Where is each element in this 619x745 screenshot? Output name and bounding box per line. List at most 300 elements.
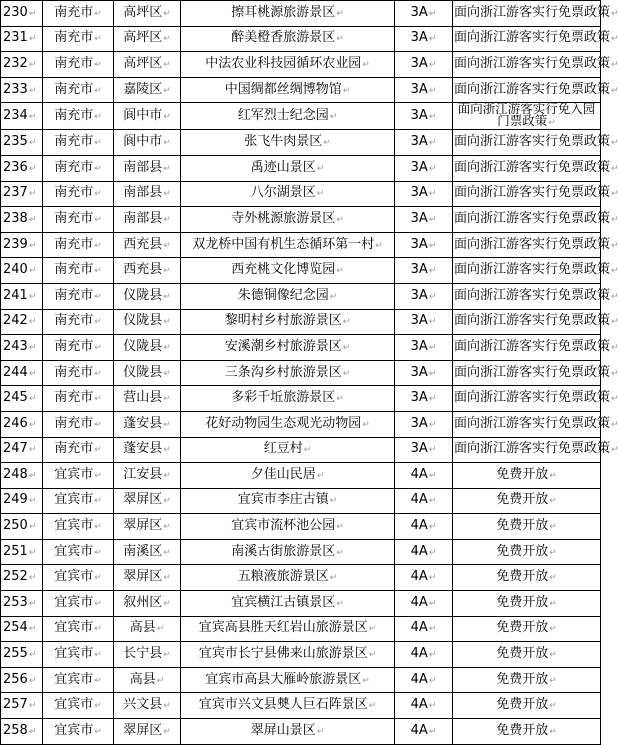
cell-level [395,693,453,719]
cell-policy-text: 免费开放 [496,569,549,585]
cell-city [43,539,114,565]
cell-city [43,309,114,335]
cell-level-text: 3A [410,441,428,457]
cell-city [43,437,114,463]
paragraph-mark-icon: ↵ [549,701,557,712]
paragraph-mark-icon: ↵ [428,34,437,45]
paragraph-mark-icon: ↵ [336,522,344,533]
paragraph-mark-icon: ↵ [156,675,165,686]
cell-scenic-spot-name [181,437,395,463]
paragraph-mark-icon: ↵ [342,342,351,353]
cell-level [395,155,453,181]
cell-city-text: 南充市 [54,236,94,252]
cell-level-text: 4A [410,722,428,738]
cell-scenic-spot-name-text: 夕佳山民居 [250,466,316,482]
cell-policy-text: 面向浙江游客实行免票政策 [454,390,611,406]
cell-level-text: 4A [410,543,428,559]
paragraph-mark-icon: ↵ [336,8,344,19]
cell-county-text: 翠屏区 [123,569,163,585]
cell-city-text: 宜宾市 [54,620,94,636]
cell-county-text: 翠屏区 [123,492,163,508]
cell-number [1,565,43,591]
cell-number [1,335,43,361]
cell-scenic-spot-name [181,463,395,489]
paragraph-mark-icon: ↵ [336,547,344,558]
table-row [1,335,601,361]
paragraph-mark-icon: ↵ [94,240,102,251]
paragraph-mark-icon: ↵ [94,496,102,507]
cell-scenic-spot-name-text: 宜宾高县胜天红岩山旅游景区 [198,620,368,636]
cell-level [395,539,453,565]
paragraph-mark-icon: ↵ [549,522,557,533]
cell-policy-text: 免费开放 [496,620,549,636]
paragraph-mark-icon: ↵ [611,189,619,200]
paragraph-mark-icon: ↵ [163,368,171,379]
table-row [1,719,601,745]
paragraph-mark-icon: ↵ [163,496,171,507]
paragraph-mark-icon: ↵ [549,624,557,635]
cell-scenic-spot-name-text: 安溪潮乡村旅游景区 [224,338,342,354]
cell-scenic-spot-name [181,565,395,591]
cell-policy [453,539,601,565]
cell-policy-text: 免费开放 [496,697,549,713]
cell-level [395,463,453,489]
cell-policy-text: 免费开放 [496,466,549,482]
cell-policy [453,616,601,642]
paragraph-mark-icon: ↵ [611,8,619,19]
paragraph-mark-icon: ↵ [428,598,437,609]
paragraph-mark-icon: ↵ [163,138,171,149]
cell-scenic-spot-name-text: 中国绸都丝绸博物馆 [224,81,342,97]
cell-scenic-spot-name [181,591,395,617]
paragraph-mark-icon: ↵ [94,624,102,635]
cell-scenic-spot-name [181,642,395,668]
table-row [1,232,601,258]
cell-city-text: 南充市 [54,262,94,278]
cell-city-text: 南充市 [54,364,94,380]
cell-number-text: 254 [3,620,28,636]
paragraph-mark-icon: ↵ [28,368,37,379]
cell-level-text: 3A [410,4,428,20]
cell-level [395,77,453,103]
cell-county [114,77,181,103]
cell-number-text: 249 [3,492,28,508]
cell-county-text: 蓬安县 [123,441,163,457]
paragraph-mark-icon: ↵ [428,111,437,122]
cell-policy [453,26,619,52]
cell-level-text: 3A [410,262,428,278]
paragraph-mark-icon: ↵ [428,85,437,96]
cell-city-text: 南充市 [54,210,94,226]
cell-policy-text: 面向浙江游客实行免票政策 [454,287,611,303]
table-row [1,103,601,130]
table-row [1,565,601,591]
cell-level [395,283,453,309]
table-row [1,386,601,412]
table-row [1,283,601,309]
cell-policy [453,565,601,591]
cell-county [114,26,181,52]
cell-county [114,411,181,437]
cell-city [43,258,114,284]
cell-level-text: 4A [410,466,428,482]
cell-scenic-spot-name [181,667,395,693]
paragraph-mark-icon: ↵ [163,419,171,430]
cell-city [43,232,114,258]
cell-county-text: 仪陇县 [123,287,163,303]
cell-scenic-spot-name-text: 醉美橙香旅游景区 [231,30,336,46]
cell-city [43,719,114,745]
paragraph-mark-icon: ↵ [611,445,619,456]
paragraph-mark-icon: ↵ [163,522,171,533]
paragraph-mark-icon: ↵ [28,214,37,225]
cell-level [395,591,453,617]
paragraph-mark-icon: ↵ [163,317,171,328]
paragraph-mark-icon: ↵ [428,701,437,712]
paragraph-mark-icon: ↵ [428,624,437,635]
cell-scenic-spot-name [181,26,395,52]
paragraph-mark-icon: ↵ [342,368,351,379]
cell-level [395,386,453,412]
cell-scenic-spot-name-text: 中法农业科技园循环农业园 [205,55,362,71]
paragraph-mark-icon: ↵ [94,470,102,481]
paragraph-mark-icon: ↵ [28,317,37,328]
cell-county-text: 高县 [129,620,156,636]
cell-county [114,130,181,156]
cell-number [1,207,43,233]
table-row [1,77,601,103]
cell-level [395,207,453,233]
table-row [1,130,601,156]
cell-scenic-spot-name-text: 宜宾市流杯池公园 [231,518,336,534]
cell-county [114,258,181,284]
paragraph-mark-icon: ↵ [428,650,437,661]
cell-scenic-spot-name [181,411,395,437]
cell-city [43,26,114,52]
cell-number-text: 243 [3,338,28,354]
paragraph-mark-icon: ↵ [94,317,102,328]
cell-policy [453,103,601,130]
paragraph-mark-icon: ↵ [611,59,619,70]
paragraph-mark-icon: ↵ [428,291,437,302]
paragraph-mark-icon: ↵ [428,496,437,507]
table-row [1,693,601,719]
paragraph-mark-icon: ↵ [163,8,171,19]
paragraph-mark-icon: ↵ [362,59,370,70]
cell-scenic-spot-name [181,77,395,103]
cell-city-text: 南充市 [54,185,94,201]
paragraph-mark-icon: ↵ [163,85,171,96]
cell-city-text: 南充市 [54,159,94,175]
cell-county-text: 翠屏区 [123,518,163,534]
paragraph-mark-icon: ↵ [28,573,37,584]
cell-level-text: 4A [410,492,428,508]
cell-policy-text: 面向浙江游客实行免票政策 [454,313,611,329]
paragraph-mark-icon: ↵ [94,598,102,609]
cell-level-text: 3A [410,107,428,123]
paragraph-mark-icon: ↵ [94,163,102,174]
cell-scenic-spot-name-text: 宜宾市李庄古镇 [237,492,329,508]
table-row [1,258,601,284]
cell-scenic-spot-name-text: 宜宾市长宁县佛来山旅游景区 [198,646,368,662]
paragraph-mark-icon: ↵ [163,394,171,405]
cell-city [43,463,114,489]
cell-scenic-spot-name [181,52,395,78]
cell-number-text: 239 [3,236,28,252]
cell-scenic-spot-name-text: 翠屏山景区 [250,722,316,738]
cell-city [43,1,114,27]
cell-county [114,335,181,361]
cell-scenic-spot-name-text: 擦耳桃源旅游景区 [231,4,336,20]
cell-city-text: 南充市 [54,55,94,71]
paragraph-mark-icon: ↵ [94,522,102,533]
table-row [1,26,601,52]
paragraph-mark-icon: ↵ [163,598,171,609]
cell-county [114,437,181,463]
cell-level-text: 3A [410,30,428,46]
paragraph-mark-icon: ↵ [611,266,619,277]
cell-number [1,26,43,52]
paragraph-mark-icon: ↵ [163,726,171,737]
paragraph-mark-icon: ↵ [428,522,437,533]
cell-level [395,642,453,668]
cell-county-text: 西充县 [123,236,163,252]
cell-level-text: 4A [410,594,428,610]
paragraph-mark-icon: ↵ [94,59,102,70]
cell-level-text: 4A [410,620,428,636]
paragraph-mark-icon: ↵ [549,650,557,661]
table-row [1,52,601,78]
cell-policy [453,514,601,540]
cell-city-text: 宜宾市 [54,722,94,738]
cell-scenic-spot-name [181,207,395,233]
cell-city-text: 宜宾市 [54,671,94,687]
cell-number-text: 234 [3,107,28,123]
cell-scenic-spot-name-text: 红豆村 [263,441,303,457]
cell-county-text: 高坪区 [123,4,163,20]
paragraph-mark-icon: ↵ [28,675,37,686]
cell-scenic-spot-name [181,360,395,386]
paragraph-mark-icon: ↵ [428,726,437,737]
cell-level-text: 3A [410,134,428,150]
cell-level [395,667,453,693]
paragraph-mark-icon: ↵ [94,675,102,686]
paragraph-mark-icon: ↵ [428,573,437,584]
cell-scenic-spot-name [181,693,395,719]
cell-city [43,52,114,78]
cell-scenic-spot-name [181,386,395,412]
cell-county-text: 营山县 [123,390,163,406]
cell-county [114,232,181,258]
paragraph-mark-icon: ↵ [611,342,619,353]
paragraph-mark-icon: ↵ [163,34,171,45]
paragraph-mark-icon: ↵ [428,189,437,200]
paragraph-mark-icon: ↵ [549,726,557,737]
cell-level [395,130,453,156]
cell-number [1,181,43,207]
cell-county-text: 叙州区 [123,594,163,610]
cell-city [43,130,114,156]
cell-scenic-spot-name-text: 三条沟乡村旅游景区 [224,364,342,380]
paragraph-mark-icon: ↵ [329,496,338,507]
paragraph-mark-icon: ↵ [28,189,37,200]
cell-county-text: 嘉陵区 [123,81,163,97]
cell-level-text: 3A [410,81,428,97]
paragraph-mark-icon: ↵ [94,650,102,661]
paragraph-mark-icon: ↵ [428,59,437,70]
paragraph-mark-icon: ↵ [28,291,37,302]
paragraph-mark-icon: ↵ [303,445,312,456]
paragraph-mark-icon: ↵ [549,573,557,584]
paragraph-mark-icon: ↵ [163,445,171,456]
paragraph-mark-icon: ↵ [94,138,102,149]
cell-county [114,616,181,642]
cell-policy-text: 面向浙江游客实行免票政策 [454,262,611,278]
paragraph-mark-icon: ↵ [94,8,102,19]
cell-number [1,360,43,386]
cell-county-text: 南部县 [123,210,163,226]
paragraph-mark-icon: ↵ [94,701,102,712]
cell-county [114,181,181,207]
cell-level-text: 3A [410,313,428,329]
cell-city-text: 宜宾市 [54,697,94,713]
paragraph-mark-icon: ↵ [163,291,171,302]
cell-number [1,514,43,540]
paragraph-mark-icon: ↵ [611,368,619,379]
cell-county-text: 阆中市 [123,134,163,150]
paragraph-mark-icon: ↵ [336,394,344,405]
paragraph-mark-icon: ↵ [94,573,102,584]
cell-policy-text: 面向浙江游客实行免票政策 [454,415,611,431]
cell-level [395,181,453,207]
cell-level-text: 3A [410,364,428,380]
cell-city [43,667,114,693]
cell-level-text: 3A [410,415,428,431]
cell-city-text: 宜宾市 [54,646,94,662]
paragraph-mark-icon: ↵ [316,163,325,174]
cell-policy-text: 免费开放 [496,722,549,738]
cell-policy-text: 面向浙江游客实行免票政策 [454,134,611,150]
paragraph-mark-icon: ↵ [336,598,344,609]
paragraph-mark-icon: ↵ [94,726,102,737]
cell-scenic-spot-name-text: 双龙桥中国有机生态循环第一村 [192,236,375,252]
cell-level [395,565,453,591]
cell-county [114,591,181,617]
paragraph-mark-icon: ↵ [316,470,325,481]
cell-number [1,283,43,309]
paragraph-mark-icon: ↵ [336,34,344,45]
cell-scenic-spot-name [181,103,395,130]
cell-number-text: 248 [3,466,28,482]
paragraph-mark-icon: ↵ [336,214,344,225]
cell-number [1,232,43,258]
cell-scenic-spot-name-text: 八尔湖景区 [250,185,316,201]
cell-county [114,103,181,130]
cell-policy [453,1,619,27]
cell-number [1,463,43,489]
cell-policy [453,667,601,693]
cell-scenic-spot-name-text: 西充桃文化博览园 [231,262,336,278]
paragraph-mark-icon: ↵ [28,445,37,456]
cell-number-text: 237 [3,185,28,201]
cell-policy [453,283,619,309]
cell-policy [453,52,619,78]
cell-level [395,309,453,335]
paragraph-mark-icon: ↵ [163,163,171,174]
cell-level [395,411,453,437]
cell-county [114,693,181,719]
paragraph-mark-icon: ↵ [94,266,102,277]
cell-level-text: 3A [410,210,428,226]
cell-number-text: 258 [3,722,28,738]
paragraph-mark-icon: ↵ [329,573,338,584]
paragraph-mark-icon: ↵ [549,496,557,507]
cell-number [1,488,43,514]
cell-number-text: 230 [3,4,28,20]
cell-county [114,539,181,565]
cell-policy-text: 面向浙江游客实行免票政策 [454,441,611,457]
cell-policy-text: 面向浙江游客实行免票政策 [454,210,611,226]
cell-level-text: 4A [410,671,428,687]
cell-number-text: 236 [3,159,28,175]
cell-county [114,719,181,745]
cell-level [395,1,453,27]
paragraph-mark-icon: ↵ [28,266,37,277]
cell-city-text: 宜宾市 [54,543,94,559]
cell-number-text: 235 [3,134,28,150]
paragraph-mark-icon: ↵ [28,547,37,558]
cell-level [395,335,453,361]
cell-county [114,514,181,540]
cell-number-text: 252 [3,569,28,585]
cell-number [1,52,43,78]
cell-number-text: 245 [3,390,28,406]
cell-number [1,667,43,693]
cell-county [114,642,181,668]
table-row [1,181,601,207]
table-row [1,539,601,565]
cell-county [114,283,181,309]
cell-scenic-spot-name [181,232,395,258]
table-row [1,642,601,668]
cell-policy [453,411,619,437]
cell-number-text: 244 [3,364,28,380]
paragraph-mark-icon: ↵ [28,624,37,635]
cell-policy [453,642,601,668]
table-row [1,667,601,693]
cell-level-text: 4A [410,646,428,662]
paragraph-mark-icon: ↵ [611,240,619,251]
cell-city [43,360,114,386]
paragraph-mark-icon: ↵ [611,85,619,96]
cell-policy [453,155,619,181]
paragraph-mark-icon: ↵ [428,445,437,456]
cell-city-text: 南充市 [54,107,94,123]
cell-policy [453,181,619,207]
paragraph-mark-icon: ↵ [316,726,325,737]
paragraph-mark-icon: ↵ [94,342,102,353]
cell-city-text: 南充市 [54,338,94,354]
paragraph-mark-icon: ↵ [428,547,437,558]
cell-level [395,514,453,540]
cell-city [43,103,114,130]
cell-number-text: 256 [3,671,28,687]
paragraph-mark-icon: ↵ [611,214,619,225]
cell-policy [453,207,619,233]
cell-policy [453,463,601,489]
cell-policy [453,130,619,156]
cell-scenic-spot-name-text: 宜宾横江古镇景区 [231,594,336,610]
